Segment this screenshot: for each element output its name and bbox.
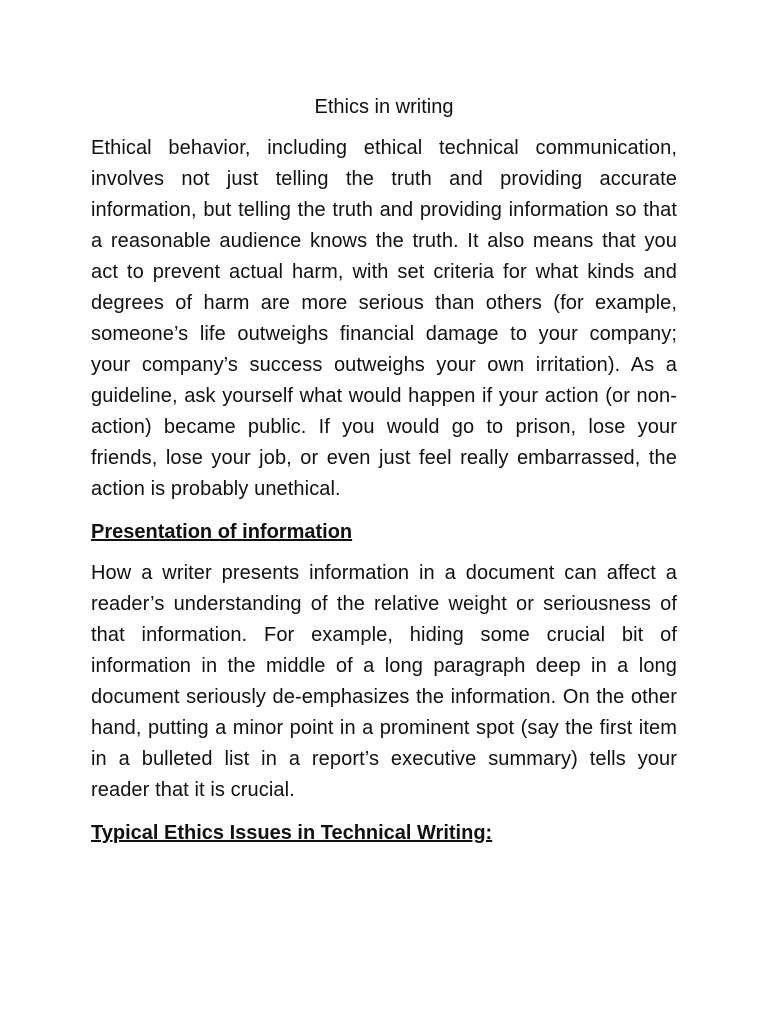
intro-paragraph: Ethical behavior, including ethical technical communication, involves not just telling the truth and providing accurate information, but telling the truth and providing information so that a reasonable audience knows the truth. It also means that you act to prevent actual harm, with set criteria for what kinds and degrees of harm are more serious than others (for example, someone’s life outweighs financial damage to your company; your company’s success outweighs your own irritation). As a guideline, ask yourself what would happen if your action (or non-action) became public. If you would go to prison, lose your friends, lose your job, or even just feel really embarrassed, the action is probably unethical. (91, 137, 677, 500)
document-body (91, 92, 677, 859)
section-heading-ethics-issues: Typical Ethics Issues in Technical Writing: (91, 822, 493, 844)
document-title: Ethics in writing (314, 96, 454, 118)
section-heading-presentation: Presentation of information (91, 521, 353, 543)
presentation-paragraph: How a writer presents information in a document can affect a reader’s understanding of the relative weight or seriousness of that information. For example, hiding some crucial bit of information in the middle of a long paragraph deep in a long document seriously de-emphasizes the information. On the other hand, putting a minor point in a prominent spot (say the first item in a bulleted list in a report’s executive summary) tells your reader that it is crucial. (91, 562, 677, 801)
